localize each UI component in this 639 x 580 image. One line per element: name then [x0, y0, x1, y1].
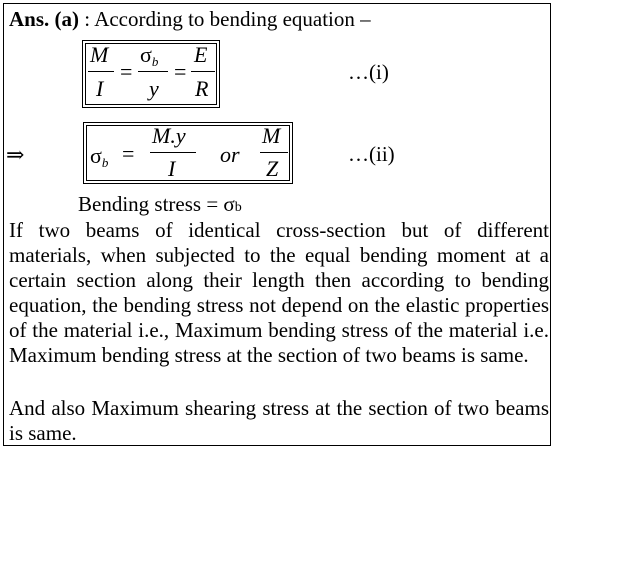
eq2-frac2-den: Z — [266, 156, 279, 181]
eq1-num-1: M — [90, 42, 109, 67]
eq2-frac2-num: M — [262, 123, 281, 148]
answer-box — [3, 3, 551, 446]
eq1-num-3: E — [194, 42, 208, 67]
eq2-frac1-den: I — [168, 156, 176, 181]
paragraph-2: And also Maximum shearing stress at the section of two beams is same. — [9, 396, 549, 445]
eq2-fraction-bar-1 — [150, 152, 196, 153]
eq2-lhs: σb — [90, 143, 109, 170]
eq1-den-3: R — [195, 76, 209, 101]
eq2-equals: = — [122, 141, 135, 166]
eq2-or: or — [220, 142, 240, 167]
eq1-num-2: σb — [140, 42, 159, 69]
eq1-den-1: I — [96, 76, 104, 101]
eq2-number: …(ii) — [348, 142, 395, 166]
eq2-fraction-bar-2 — [260, 152, 288, 153]
eq1-fraction-bar-1 — [88, 71, 114, 72]
paragraph-1: If two beams of identical cross-section but of different materials, when subjected to the equal bending moment at a certain section along their length then according to bending equation, the bending stress not depend on the elastic properties of the material i.e., Maximum bending stress of the material i.e. Maximum bending stress at the section of two beams is same. — [9, 218, 549, 367]
answer-label: Ans. (a) — [9, 7, 80, 31]
answer-heading — [9, 7, 371, 32]
implies-arrow: ⇒ — [6, 142, 25, 167]
eq1-fraction-bar-3 — [191, 71, 215, 72]
eq1-den-2: y — [149, 76, 159, 101]
eq1-fraction-bar-2 — [138, 71, 168, 72]
eq2-frac1-num: M.y — [152, 123, 186, 148]
bending-stress-line: Bending stress = σb — [78, 192, 242, 216]
eq1-equals-2: = — [174, 59, 187, 84]
heading-text: : According to bending equation – — [84, 7, 371, 31]
eq1-number: …(i) — [348, 60, 389, 84]
eq1-equals-1: = — [120, 59, 133, 84]
